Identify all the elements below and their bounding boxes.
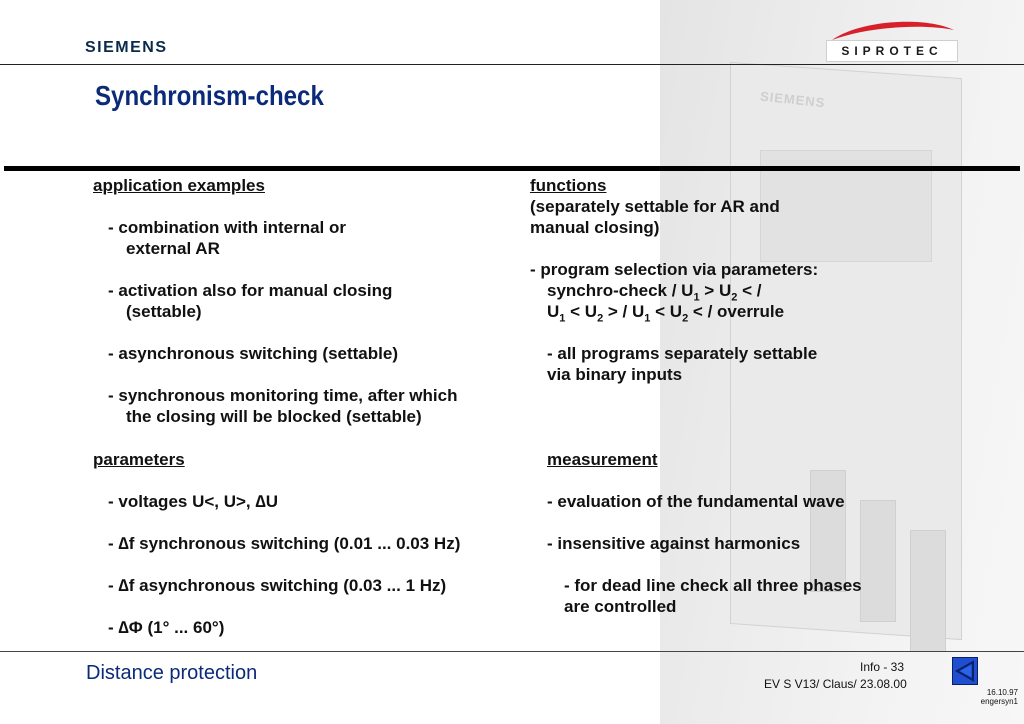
program-mode-line: synchro-check / $U_1 > U_2$ < / — [547, 281, 762, 304]
back-arrow-icon — [953, 658, 977, 684]
param-item: - ∆Φ (1° ... 60°) — [108, 618, 225, 637]
device-brand-watermark: SIEMENS — [759, 88, 827, 111]
applications-heading: application examples — [93, 176, 265, 195]
siprotec-wordmark: SIPROTEC — [826, 40, 958, 62]
dead-line-item: - for dead line check all three phases — [564, 576, 862, 595]
app-item-cont: the closing will be blocked (settable) — [126, 407, 422, 426]
title-divider — [4, 166, 1020, 171]
program-mode-line: $U_1 < U_2$ > / $U_1 < U_2$ < / overrule — [547, 302, 785, 325]
logo-swoosh-icon — [830, 18, 956, 42]
footer-version: EV S V13/ Claus/ 23.08.00 — [764, 677, 907, 691]
app-item-cont: external AR — [126, 239, 220, 258]
param-item: - ∆f asynchronous switching (0.03 ... 1 Hz) — [108, 576, 447, 595]
measurement-item: - insensitive against harmonics — [547, 534, 801, 553]
footer-info-number: Info - 33 — [860, 660, 905, 674]
device-key — [810, 470, 846, 592]
siprotec-logo — [826, 18, 958, 62]
parameters-heading: parameters — [93, 450, 185, 469]
header-divider — [0, 64, 1024, 65]
footer-section-title: Distance protection — [86, 662, 258, 684]
app-item: - asynchronous switching (settable) — [108, 344, 398, 363]
functions-subtext: manual closing) — [530, 218, 660, 237]
footer-divider — [0, 651, 1024, 652]
functions-heading: functions — [530, 176, 607, 195]
footer-date-text: 16.10.97 — [986, 688, 1018, 697]
program-selection-item: - program selection via parameters: — [530, 260, 819, 279]
param-item: - voltages U<, U>, ∆U — [108, 492, 279, 511]
siemens-logo: SIEMENS — [85, 39, 168, 56]
measurement-item: - evaluation of the fundamental wave — [547, 492, 845, 511]
footer-file-name: engersyn1 — [980, 697, 1018, 706]
footer-date — [968, 688, 1018, 706]
all-programs-cont: via binary inputs — [547, 365, 683, 384]
all-programs-item: - all programs separately settable — [547, 344, 818, 363]
page-title: Synchronism-check — [95, 80, 324, 111]
app-item: - activation also for manual closing — [108, 281, 393, 300]
param-item: - ∆f synchronous switching (0.01 ... 0.03 Hz) — [108, 534, 461, 553]
app-item: - synchronous monitoring time, after which — [108, 386, 458, 405]
functions-subtext: (separately settable for AR and — [530, 197, 780, 216]
app-item-cont: (settable) — [126, 302, 202, 321]
app-item: - combination with internal or — [108, 218, 346, 237]
measurement-heading: measurement — [547, 450, 658, 469]
device-key — [910, 530, 946, 652]
dead-line-cont: are controlled — [564, 597, 677, 616]
device-key — [860, 500, 896, 622]
back-navigation-button[interactable] — [952, 657, 978, 685]
